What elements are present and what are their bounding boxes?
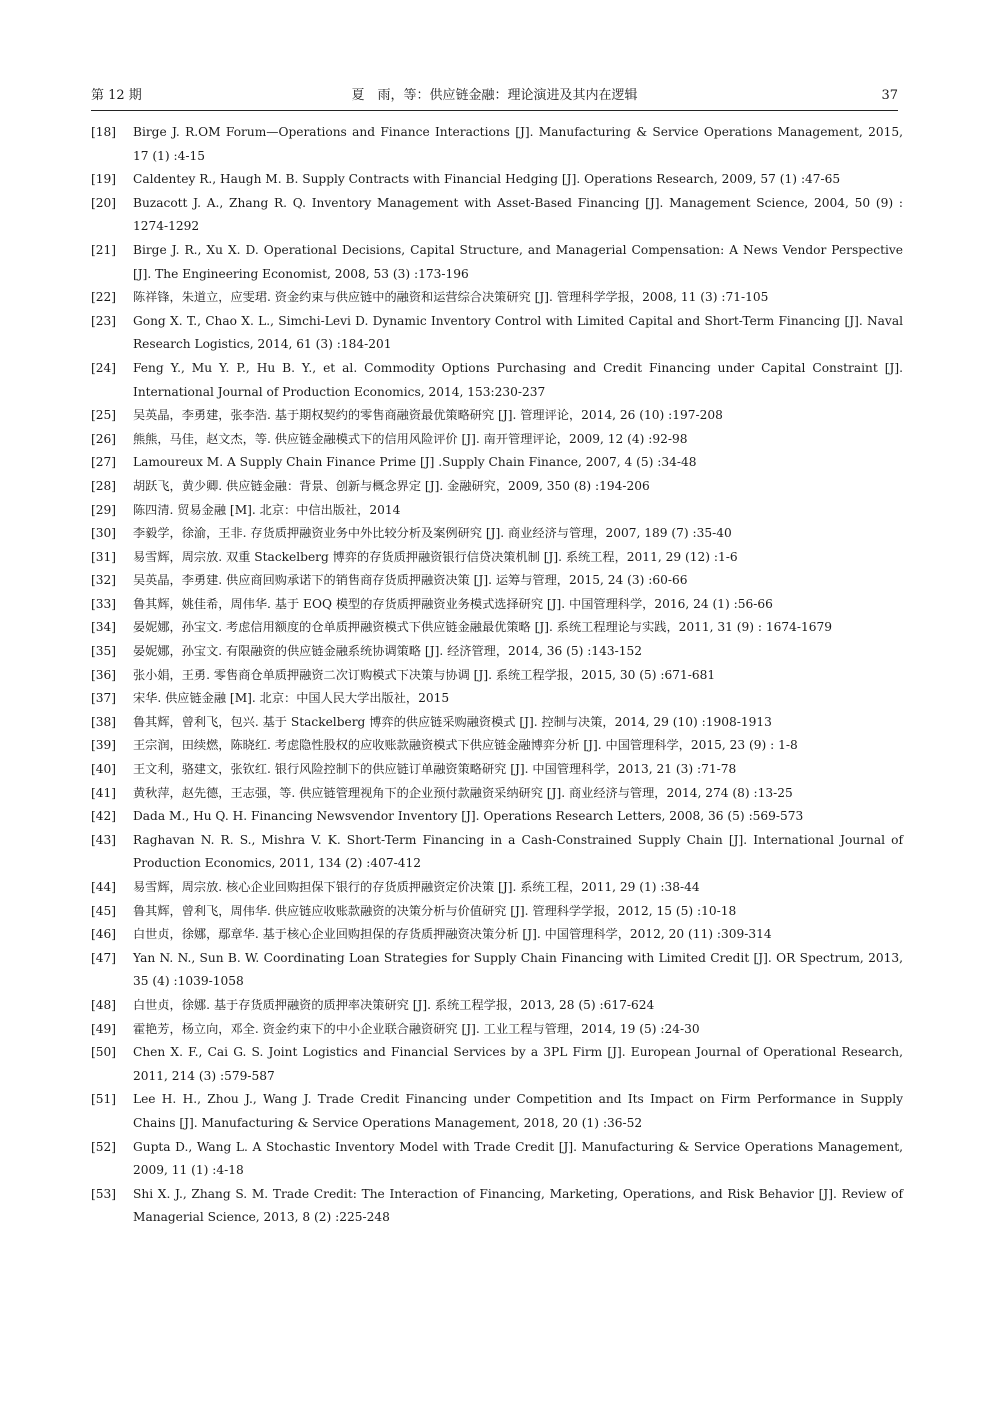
reference-number: [30]	[91, 526, 117, 541]
reference-number: [34]	[91, 620, 117, 635]
reference-number: [51]	[91, 1092, 117, 1107]
page-number: 37	[881, 88, 898, 103]
reference-number: [23]	[91, 313, 117, 328]
reference-item	[91, 829, 903, 876]
reference-item	[91, 475, 903, 499]
reference-item	[91, 758, 903, 782]
reference-item	[91, 923, 903, 947]
reference-item	[91, 168, 903, 192]
reference-text: 王文利，骆建文，张钦红. 银行风险控制下的供应链订单融资策略研究 [J]. 中国管理科学，2013, 21 (3) :71-78	[133, 762, 737, 777]
reference-number: [26]	[91, 431, 117, 446]
reference-text: 吴英晶，李勇建，张李浩. 基于期权契约的零售商融资最优策略研究 [J]. 管理评论，2014, 26 (10) :197-208	[133, 408, 723, 423]
reference-item	[91, 876, 903, 900]
reference-number: [29]	[91, 502, 117, 517]
header-rule	[91, 110, 898, 111]
reference-number: [32]	[91, 573, 117, 588]
reference-text: Lee H. H., Zhou J., Wang J. Trade Credit Financing under Competition and Its Impact on Firm Performance in Supply Chains [J]. Manufacturing & Service Operations Management, 2018, 20 (1) :36-52	[133, 1092, 903, 1130]
reference-item	[91, 286, 903, 310]
reference-text: 鲁其辉，姚佳希，周伟华. 基于 EOQ 模型的存货质押融资业务模式选择研究 [J]. 中国管理科学，2016, 24 (1) :56-66	[133, 596, 773, 611]
reference-text: Shi X. J., Zhang S. M. Trade Credit: The Interaction of Financing, Marketing, Operations, and Risk Behavior [J]. Review of Managerial Science, 2013, 8 (2) :225-248	[133, 1186, 903, 1225]
reference-item	[91, 687, 903, 711]
reference-text: 吴英晶，李勇建. 供应商回购承诺下的销售商存货质押融资决策 [J]. 运筹与管理，2015, 24 (3) :60-66	[133, 573, 688, 588]
reference-text: 宋华. 供应链金融 [M]. 北京：中国人民大学出版社，2015	[133, 691, 450, 706]
reference-item	[91, 428, 903, 452]
reference-text: 陈祥锋，朱道立，应雯珺. 资金约束与供应链中的融资和运营综合决策研究 [J]. 管理科学学报，2008, 11 (3) :71-105	[133, 290, 769, 305]
reference-number: [42]	[91, 809, 117, 824]
reference-item	[91, 451, 903, 475]
reference-item	[91, 404, 903, 428]
reference-text: 鲁其辉，曾利飞，包兴. 基于 Stackelberg 博弈的供应链采购融资模式 [J]. 控制与决策，2014, 29 (10) :1908-1913	[133, 714, 772, 729]
reference-text: 霍艳芳，杨立向，邓全. 资金约束下的中小企业联合融资研究 [J]. 工业工程与管理，2014, 19 (5) :24-30	[133, 1021, 700, 1036]
reference-text: 熊熊，马佳，赵文杰，等. 供应链金融模式下的信用风险评价 [J]. 南开管理评论，2009, 12 (4) :92-98	[133, 431, 688, 446]
reference-text: 胡跃飞，黄少卿. 供应链金融：背景、创新与概念界定 [J]. 金融研究，2009, 350 (8) :194-206	[133, 478, 650, 493]
reference-number: [24]	[91, 360, 117, 375]
reference-number: [21]	[91, 242, 117, 257]
reference-item	[91, 1136, 903, 1183]
reference-text: Lamoureux M. A Supply Chain Finance Prime [J] .Supply Chain Finance, 2007, 4 (5) :34-48	[133, 455, 697, 470]
reference-item	[91, 900, 903, 924]
reference-item	[91, 593, 903, 617]
reference-item	[91, 711, 903, 735]
reference-text: Yan N. N., Sun B. W. Coordinating Loan Strategies for Supply Chain Financing with Limited Credit [J]. OR Spectrum, 2013, 35 (4) :1039-1058	[133, 950, 903, 989]
reference-text: Feng Y., Mu Y. P., Hu B. Y., et al. Commodity Options Purchasing and Credit Financing under Capital Constraint [J]. International Journal of Production Economics, 2014, 153:230-237	[133, 360, 903, 399]
reference-text: 晏妮娜，孙宝文. 考虑信用额度的仓单质押融资模式下供应链金融最优策略 [J]. 系统工程理论与实践，2011, 31 (9) : 1674-1679	[133, 620, 833, 635]
reference-item	[91, 310, 903, 357]
reference-item	[91, 1041, 903, 1088]
running-title: 夏 雨，等：供应链金融：理论演进及其内在逻辑	[351, 88, 638, 103]
reference-text: Birge J. R.OM Forum—Operations and Finance Interactions [J]. Manufacturing & Service Operations Management, 2015, 17 (1) :4-15	[133, 125, 903, 163]
reference-text: Gong X. T., Chao X. L., Simchi-Levi D. Dynamic Inventory Control with Limited Capital and Short-Term Financing [J]. Naval Research Logistics, 2014, 61 (3) :184-201	[133, 313, 903, 352]
reference-number: [49]	[91, 1021, 117, 1036]
reference-number: [36]	[91, 667, 117, 682]
reference-item	[91, 121, 903, 168]
reference-text: 白世贞，徐娜. 基于存货质押融资的质押率决策研究 [J]. 系统工程学报，2013, 28 (5) :617-624	[133, 997, 655, 1012]
reference-number: [33]	[91, 596, 117, 611]
reference-item	[91, 1183, 903, 1230]
reference-number: [47]	[91, 950, 117, 965]
reference-item	[91, 499, 903, 523]
reference-text: Birge J. R., Xu X. D. Operational Decisions, Capital Structure, and Managerial Compensation: A News Vendor Perspective [J]. The Engineering Economist, 2008, 53 (3) :173-196	[133, 242, 903, 281]
reference-text: Gupta D., Wang L. A Stochastic Inventory Model with Trade Credit [J]. Manufacturing & Service Operations Management, 2009, 11 (1) :4-18	[133, 1139, 903, 1178]
reference-item	[91, 734, 903, 758]
reference-number: [31]	[91, 549, 117, 564]
reference-item	[91, 640, 903, 664]
reference-item	[91, 782, 903, 806]
reference-text: 王宗润，田续燃，陈晓红. 考虑隐性股权的应收账款融资模式下供应链金融博弈分析 [J]. 中国管理科学，2015, 23 (9) : 1-8	[133, 738, 798, 753]
reference-number: [25]	[91, 408, 117, 423]
reference-number: [18]	[91, 125, 117, 139]
reference-number: [27]	[91, 455, 117, 470]
running-header	[91, 84, 898, 108]
issue-number: 第 12 期	[91, 88, 142, 103]
reference-number: [35]	[91, 644, 117, 659]
reference-number: [40]	[91, 762, 117, 777]
reference-item	[91, 546, 903, 570]
reference-number: [52]	[91, 1139, 117, 1154]
reference-text: 易雪辉，周宗放. 核心企业回购担保下银行的存货质押融资定价决策 [J]. 系统工程，2011, 29 (1) :38-44	[133, 880, 700, 894]
reference-number: [53]	[91, 1186, 117, 1201]
reference-text: 李毅学，徐渝，王非. 存货质押融资业务中外比较分析及案例研究 [J]. 商业经济与管理，2007, 189 (7) :35-40	[133, 526, 732, 541]
reference-item	[91, 805, 903, 829]
reference-text: 易雪辉，周宗放. 双重 Stackelberg 博弈的存货质押融资银行信贷决策机制 [J]. 系统工程，2011, 29 (12) :1-6	[133, 549, 738, 564]
reference-item	[91, 239, 903, 286]
reference-text: 黄秋萍，赵先德，王志强，等. 供应链管理视角下的企业预付款融资采纳研究 [J]. 商业经济与管理，2014, 274 (8) :13-25	[133, 785, 793, 800]
reference-text: Chen X. F., Cai G. S. Joint Logistics and Financial Services by a 3PL Firm [J]. European Journal of Operational Research, 2011, 214 (3) :579-587	[133, 1045, 903, 1083]
reference-item	[91, 522, 903, 546]
reference-number: [48]	[91, 997, 117, 1012]
reference-text: 晏妮娜，孙宝文. 有限融资的供应链金融系统协调策略 [J]. 经济管理，2014, 36 (5) :143-152	[133, 644, 643, 659]
reference-number: [20]	[91, 195, 117, 210]
reference-text: 鲁其辉，曾利飞，周伟华. 供应链应收账款融资的决策分析与价值研究 [J]. 管理科学学报，2012, 15 (5) :10-18	[133, 903, 737, 918]
reference-item	[91, 616, 903, 640]
reference-number: [46]	[91, 927, 117, 942]
reference-number: [44]	[91, 880, 117, 894]
reference-number: [43]	[91, 832, 117, 847]
reference-item	[91, 192, 903, 239]
reference-number: [19]	[91, 172, 117, 187]
reference-number: [37]	[91, 691, 117, 706]
reference-text: Caldentey R., Haugh M. B. Supply Contracts with Financial Hedging [J]. Operations Research, 2009, 57 (1) :47-65	[133, 172, 841, 187]
reference-item	[91, 947, 903, 994]
reference-item	[91, 1088, 903, 1135]
reference-text: Buzacott J. A., Zhang R. Q. Inventory Management with Asset-Based Financing [J]. Management Science, 2004, 50 (9) : 1274-1292	[133, 195, 903, 234]
reference-number: [39]	[91, 738, 117, 753]
reference-text: Dada M., Hu Q. H. Financing Newsvendor Inventory [J]. Operations Research Letters, 2008, 36 (5) :569-573	[133, 809, 804, 824]
reference-number: [28]	[91, 478, 117, 493]
reference-number: [41]	[91, 785, 117, 800]
reference-item	[91, 1018, 903, 1042]
reference-list	[91, 121, 903, 1230]
reference-number: [50]	[91, 1045, 117, 1060]
reference-text: 白世贞，徐娜，鄢章华. 基于核心企业回购担保的存货质押融资决策分析 [J]. 中国管理科学，2012, 20 (11) :309-314	[133, 927, 772, 942]
reference-text: Raghavan N. R. S., Mishra V. K. Short-Term Financing in a Cash-Constrained Supply Chain [J]. International Journal of Production Economics, 2011, 134 (2) :407-412	[133, 832, 903, 871]
reference-item	[91, 664, 903, 688]
reference-number: [45]	[91, 903, 117, 918]
reference-number: [38]	[91, 714, 117, 729]
reference-item	[91, 569, 903, 593]
reference-text: 张小娟，王勇. 零售商仓单质押融资二次订购模式下决策与协调 [J]. 系统工程学报，2015, 30 (5) :671-681	[133, 667, 716, 682]
reference-item	[91, 357, 903, 404]
reference-number: [22]	[91, 290, 117, 305]
reference-item	[91, 994, 903, 1018]
reference-text: 陈四清. 贸易金融 [M]. 北京：中信出版社，2014	[133, 502, 401, 517]
